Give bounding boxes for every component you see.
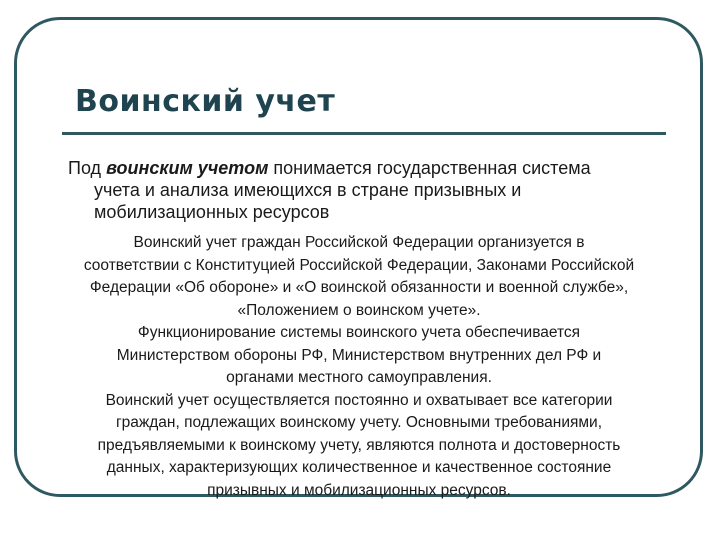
- body-line: призывных и мобилизационных ресурсов.: [207, 481, 511, 499]
- body-line: Функционирование системы воинского учета обеспечивается: [137, 324, 581, 341]
- body-line: «Положением о воинском учете».: [237, 301, 481, 319]
- definition-rest: понимается государственная система: [268, 158, 591, 178]
- slide-title: Воинский учет: [75, 84, 336, 119]
- body-line: Воинский учет граждан Российской Федерации организуется в: [133, 234, 585, 251]
- body-line: органами местного самоуправления.: [226, 369, 492, 386]
- definition-lead: Под: [68, 158, 107, 178]
- definition-line-1: [68, 157, 688, 179]
- definition-line-2: учета и анализа имеющихся в стране призывных и: [94, 180, 522, 200]
- definition-line-3: мобилизационных ресурсов: [94, 202, 330, 222]
- title-divider: [62, 132, 666, 135]
- defined-term: воинским учетом: [106, 158, 269, 178]
- body-line: Министерством обороны РФ, Министерством внутренних дел РФ и: [116, 346, 602, 364]
- body-line: соответствии с Конституцией Российской Федерации, Законами Российской: [83, 256, 635, 274]
- definition-paragraph: [68, 157, 688, 223]
- body-line: данных, характеризующих количественное и качественное состояние: [106, 459, 612, 476]
- body-line: граждан, подлежащих воинскому учету. Основными требованиями,: [115, 414, 602, 431]
- body-text: [26, 232, 692, 502]
- body-line: предъявляемыми к воинскому учету, являются полнота и достоверность: [97, 436, 621, 454]
- body-line: Воинский учет осуществляется постоянно и охватывает все категории: [105, 391, 613, 409]
- body-line: Федерации «Об обороне» и «О воинской обязанности и военной службе»,: [89, 279, 629, 296]
